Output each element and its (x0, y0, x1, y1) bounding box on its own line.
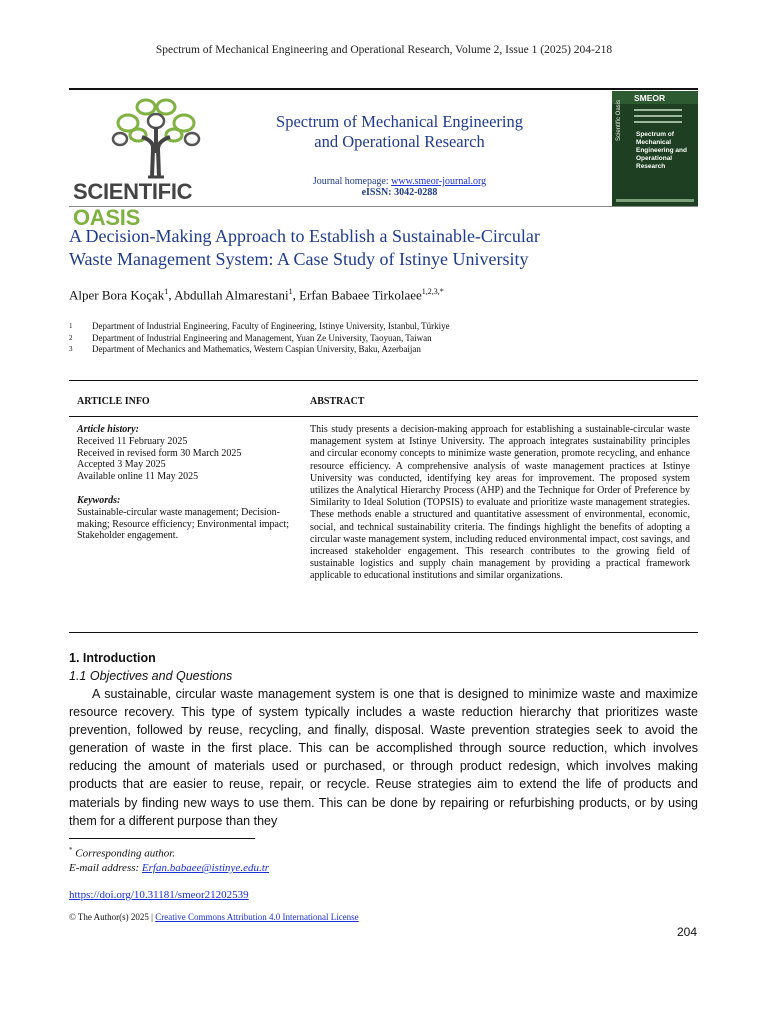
abstract-heading: ABSTRACT (310, 396, 365, 407)
article-info-header (69, 381, 698, 417)
affiliation-item: 3 Department of Mechanics and Mathematics, Western Caspian University, Baku, Azerbaijan (69, 344, 421, 355)
author-affiliation-marker: 1 (288, 287, 293, 296)
affiliation-item: 2 Department of Industrial Engineering and Management, Yuan Ze University, Taoyuan, Taiwan (69, 332, 432, 343)
author-list: Alper Bora Koçak$^1$, Abdullah Almarestani$^1$, Erfan Babaee Tirkolaee$^{1,2,3,*}$ (69, 287, 444, 303)
author-name: Abdullah Almarestani (174, 287, 289, 303)
paper-title: A Decision-Making Approach to Establish a Sustainable-Circular Waste Management System: A Case Study of Istinye University (69, 226, 540, 269)
history-item: Available online 11 May 2025 (77, 471, 199, 483)
author-affiliation-marker: 1,2,3,* (421, 287, 444, 296)
journal-title: Spectrum of Mechanical Engineering and Operational Research (276, 112, 523, 151)
doi-link[interactable]: https://doi.org/10.31181/smeor21202539 (69, 889, 249, 901)
journal-cover-image (612, 91, 698, 206)
history-item: Received 11 February 2025 (77, 435, 188, 447)
cover-acronym: SMEOR (634, 93, 666, 103)
history-list (77, 436, 297, 483)
article-info-table (69, 380, 698, 633)
doi (69, 889, 249, 901)
history-item: Received in revised form 30 March 2025 (77, 447, 242, 459)
affiliations (69, 321, 698, 356)
journal-homepage: Journal homepage: www.smeor-journal.org (312, 176, 487, 187)
abstract-text: This study presents a decision-making approach for establishing a sustainable-circular waste management system at Istinye University. The approach integrates sustainability principles and circular economy concepts to minimize waste generation, promote recycling, and enhance resource efficiency. A comprehensive analysis of waste management practices at Istinye University was conducted, identifying key areas for improvement. The proposed system utilizes the Analytical Hierarchy Process (AHP) and the Technique for Order of Preference by Similarity to Ideal Solution (TOPSIS) to evaluate and prioritize waste management strategies. These methods enable a structured and quantitative assessment of environmental, economic, social, and technical sustainability criteria. The findings highlight the benefits of adopting a circular waste management system, including reduced environmental impact, cost savings, and increased stakeholder engagement. This research contributes to the growing field of sustainable logistics and supply chain management by providing a practical framework applicable to educational institutions and similar organizations. (310, 424, 690, 582)
article-info-heading: ARTICLE INFO (77, 396, 150, 407)
cover-title: Spectrum of Mechanical Engineering and Operational Research (636, 131, 687, 170)
history-label: Article history: (77, 424, 139, 435)
journal-info (249, 112, 550, 198)
keywords-label: Keywords: (77, 494, 121, 506)
running-head: Spectrum of Mechanical Engineering and Operational Research, Volume 2, Issue 1 (2025) 204-218 (155, 44, 613, 56)
footnote-divider (69, 838, 255, 839)
journal-homepage-link[interactable]: www.smeor-journal.org (391, 176, 487, 187)
author-name: Erfan Babaee Tirkolaee (299, 287, 422, 303)
license-line: © The Author(s) 2025 | Creative Commons Attribution 4.0 International License (69, 912, 359, 922)
author-name: Alper Bora Koçak (69, 287, 165, 303)
keywords: Sustainable-circular waste management; Decision-making; Resource efficiency; Environmental impact; Stakeholder engagement. (77, 506, 289, 542)
publisher-logo (71, 93, 241, 230)
section-heading: 1. Introduction (69, 651, 156, 665)
body-paragraph: A sustainable, circular waste management system is one that is designed to minimize waste and maximize resource recovery. This type of system typically includes a waste reduction hierarchy that prioritizes waste prevention, followed by reuse, recycling, and finally, disposal. Waste prevention strategies seek to avoid the generation of waste in the first place. This can be accomplished through source reduction, which involves reducing the amount of materials used or purchased, or through product redesign, which involves making products that are easier to reuse, repair, or recycle. Reuse strategies aim to extend the life of products and materials by finding new ways to use them. This can be done by repairing or refurbishing products, or by using them for a different purpose than they (69, 687, 698, 828)
tree-icon (106, 93, 206, 179)
history-item: Accepted 3 May 2025 (77, 459, 166, 471)
subsection-heading: 1.1 Objectives and Questions (69, 669, 233, 683)
cover-side-text: Scientific Oasis (616, 99, 622, 141)
license-link[interactable]: Creative Commons Attribution 4.0 International License (155, 912, 359, 922)
corresponding-author-note: * Corresponding author. (69, 846, 176, 860)
journal-eissn: eISSN: 3042-0288 (361, 187, 438, 198)
publisher-wordmark: SCIENTIFIC OASIS (73, 179, 193, 230)
article-info-column (77, 424, 297, 542)
page-number: 204 (677, 925, 698, 939)
author-affiliation-marker: 1 (164, 287, 169, 296)
journal-banner (69, 88, 698, 230)
email-link[interactable]: Erfan.babaee@istinye.edu.tr (141, 862, 270, 874)
email-note: E-mail address: Erfan.babaee@istinye.edu.tr (69, 862, 270, 874)
affiliation-item: 1 Department of Industrial Engineering, Faculty of Engineering, Istinye University, Istanbul, Türkiye (69, 321, 450, 331)
